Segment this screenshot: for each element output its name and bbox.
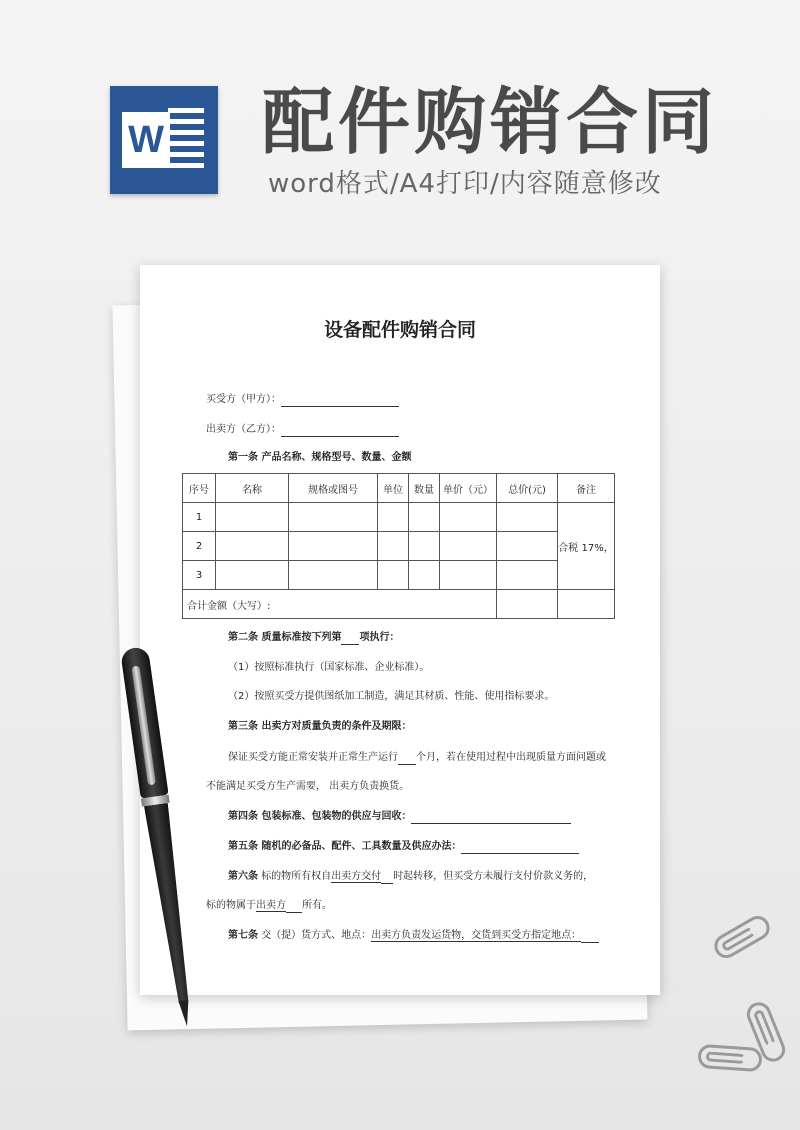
cell[interactable] — [216, 532, 289, 561]
hero-subtitle: word格式/A4打印/内容随意修改 — [268, 169, 662, 199]
total-value-cell[interactable] — [497, 590, 558, 619]
cell[interactable] — [409, 561, 440, 590]
article-3-months-blank[interactable] — [398, 752, 416, 765]
cell[interactable] — [440, 503, 497, 532]
article-6-text-d: 所有。 — [302, 900, 332, 911]
doc-title: 设备配件购销合同 — [323, 319, 476, 341]
total-label: 合计金额（大写）: — [183, 590, 497, 619]
paperclip-icon — [697, 1044, 763, 1072]
th-qty: 数量 — [409, 474, 440, 503]
article-1: 第一条 产品名称、规格型号、数量、金额 — [228, 452, 412, 463]
article-6-text-a: 标的物所有权自 — [261, 871, 332, 882]
article-4-text: 第四条 包装标准、包装物的供应与回收： — [228, 811, 412, 822]
hero-title: 配件购销合同 — [262, 80, 719, 164]
article-2-text-a: 第二条 质量标准按下列第 — [228, 632, 342, 643]
buyer-blank[interactable] — [281, 394, 399, 407]
article-6-label: 第六条 — [228, 871, 258, 882]
article-3: 第三条 出卖方对质量负责的条件及期限： — [228, 721, 412, 732]
cell[interactable] — [289, 532, 378, 561]
cell[interactable] — [378, 503, 409, 532]
cell[interactable] — [289, 561, 378, 590]
th-index: 序号 — [183, 474, 216, 503]
seller-line — [206, 423, 399, 437]
th-remark: 备注 — [558, 474, 615, 503]
article-3-para-line1 — [228, 751, 606, 765]
article-7-fill[interactable]: 出卖方负责发运货物，交货到买受方指定地点： — [371, 930, 582, 941]
th-name: 名称 — [216, 474, 289, 503]
cell[interactable] — [378, 532, 409, 561]
clause-2-item-2: （2）按照买受方提供图纸加工制造，满足其材质、性能、使用指标要求。 — [228, 691, 555, 702]
table-header-row — [183, 474, 615, 503]
cell[interactable] — [216, 561, 289, 590]
cell[interactable] — [497, 532, 558, 561]
article-7 — [228, 929, 599, 943]
article-5-blank[interactable] — [461, 841, 579, 854]
article-6-text-b: 时起转移，但买受方未履行支付价款义务的， — [393, 871, 594, 882]
article-3-text-b: 个月，若在使用过程中出现质量方面问题或 — [416, 752, 606, 763]
article-6-line1 — [228, 870, 593, 884]
items-table — [182, 473, 615, 619]
cell[interactable] — [216, 503, 289, 532]
word-logo-letter: W — [122, 112, 170, 168]
article-7-label: 第七条 — [228, 930, 258, 941]
clause-2-item-1: （1）按照标准执行（国家标准、企业标准）。 — [228, 662, 430, 673]
cell[interactable] — [497, 561, 558, 590]
cell[interactable] — [409, 503, 440, 532]
buyer-line — [206, 393, 399, 407]
cell[interactable] — [378, 561, 409, 590]
cell[interactable] — [440, 561, 497, 590]
article-6-fill[interactable]: 出卖方交付 — [331, 871, 382, 882]
article-2 — [228, 631, 399, 645]
article-6-line2 — [206, 899, 332, 913]
table-row — [183, 532, 615, 561]
article-3-text-a: 保证买受方能正常安装并正常生产运行 — [228, 752, 398, 763]
row-index: 1 — [183, 503, 216, 532]
seller-label: 出卖方（乙方）： — [206, 424, 281, 435]
article-6-fill-2[interactable]: 出卖方 — [256, 900, 286, 911]
table-row — [183, 503, 615, 532]
article-2-blank[interactable] — [341, 632, 359, 645]
total-row — [183, 590, 615, 619]
th-unit: 单位 — [378, 474, 409, 503]
th-spec: 规格或图号 — [289, 474, 378, 503]
th-unit-price: 单价（元） — [440, 474, 497, 503]
paperclip-icon — [710, 912, 774, 963]
article-3-para-line2: 不能满足买受方生产需要， 出卖方负责换货。 — [206, 781, 410, 792]
seller-blank[interactable] — [281, 424, 399, 437]
cell[interactable] — [497, 503, 558, 532]
th-total-price: 总价(元) — [497, 474, 558, 503]
row-index: 2 — [183, 532, 216, 561]
buyer-label: 买受方（甲方）： — [206, 394, 281, 405]
article-6-text-c: 标的物属于 — [206, 900, 256, 911]
table-row — [183, 561, 615, 590]
article-5-text: 第五条 随机的必备品、配件、工具数量及供应办法： — [228, 841, 462, 852]
cell[interactable] — [289, 503, 378, 532]
article-4-blank[interactable] — [411, 811, 571, 824]
total-remark-cell[interactable] — [558, 590, 615, 619]
cell[interactable] — [409, 532, 440, 561]
word-logo-icon — [110, 86, 218, 194]
remark-cell: 合税 17%， — [558, 503, 615, 590]
article-7-text-a: 交（提）货方式、地点： — [261, 930, 372, 941]
article-5 — [228, 840, 579, 854]
contract-page — [140, 265, 660, 995]
cell[interactable] — [440, 532, 497, 561]
row-index: 3 — [183, 561, 216, 590]
article-2-text-b: 项执行： — [359, 632, 400, 643]
article-4 — [228, 810, 571, 824]
